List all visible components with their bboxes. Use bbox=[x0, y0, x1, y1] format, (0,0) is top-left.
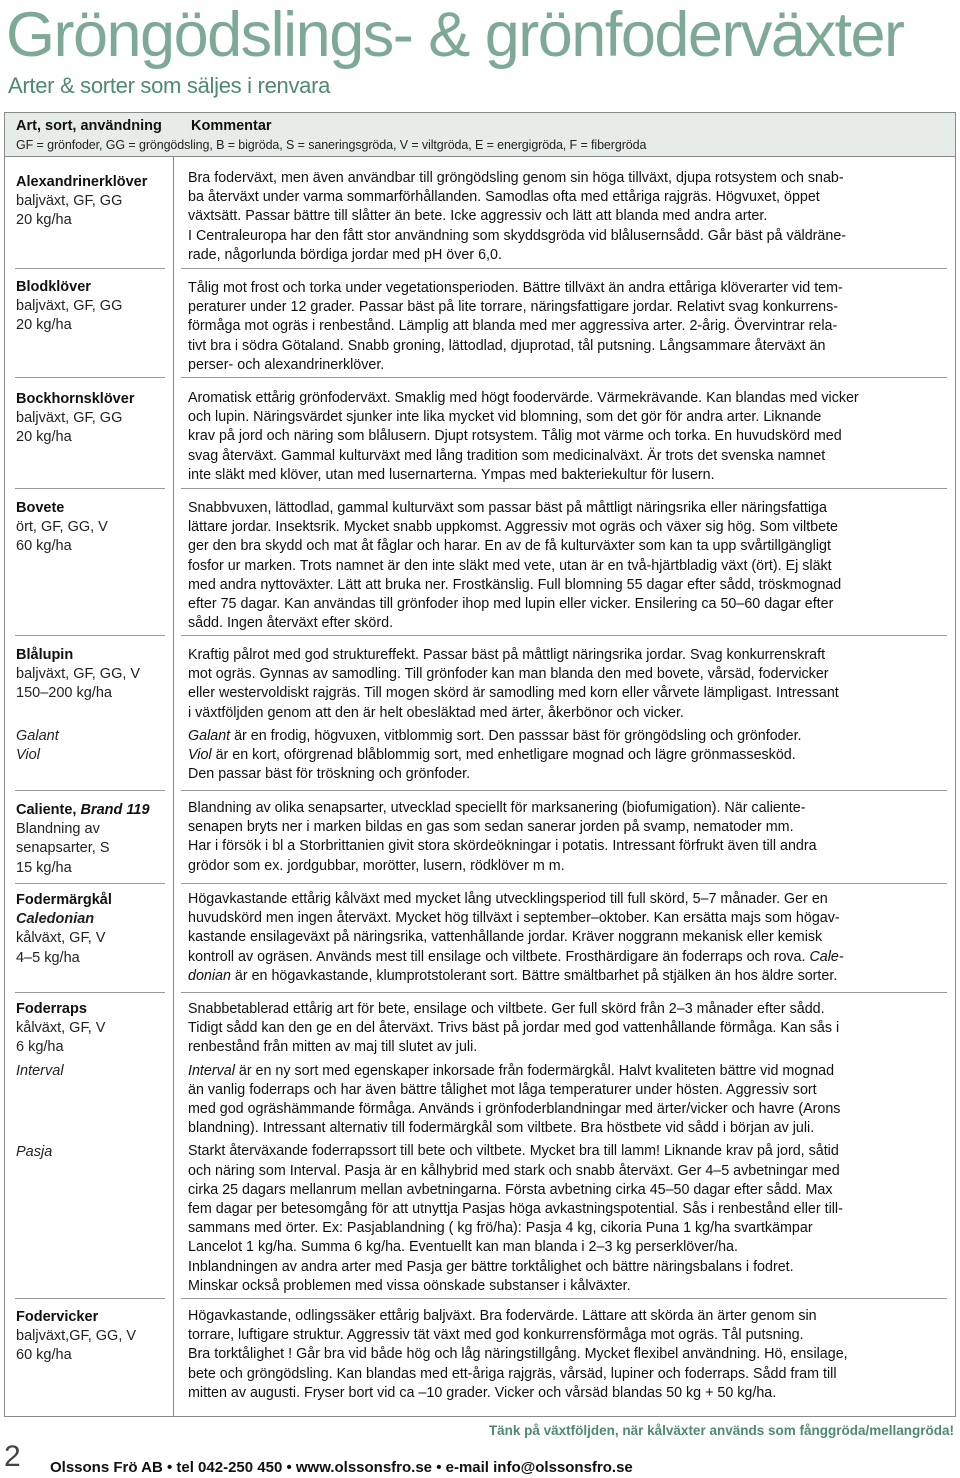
seed-rate: 15 kg/ha bbox=[16, 859, 72, 876]
variety-viol-label: Viol bbox=[188, 747, 212, 764]
row-divider bbox=[181, 488, 947, 489]
species-usage: ört, GF, GG, V bbox=[16, 519, 108, 536]
seed-rate: 60 kg/ha bbox=[16, 538, 72, 555]
species-name: Bovete bbox=[16, 500, 65, 516]
row-blalupin-name bbox=[16, 646, 168, 765]
variety-viol: Viol bbox=[16, 746, 40, 763]
abbreviation-legend: GF = grönfoder, GG = gröngödsling, B = bigröda, S = saneringsgröda, V = viltgröda, E = energigröda, F = fibergröda bbox=[16, 138, 647, 152]
row-divider bbox=[181, 1298, 947, 1299]
species-usage: baljväxt,GF, GG, V bbox=[16, 1328, 137, 1345]
footer-contact: Olssons Frö AB • tel 042-250 450 • www.olssonsfro.se • e-mail info@olssonsfro.se bbox=[50, 1459, 633, 1476]
seed-rate: 20 kg/ha bbox=[16, 212, 72, 229]
row-divider bbox=[15, 790, 165, 791]
species-name: Blodklöver bbox=[16, 279, 91, 295]
seed-rate: 60 kg/ha bbox=[16, 1347, 72, 1364]
row-blodklover-description: Tålig mot frost och torka under vegetationsperioden. Bättre tillväxt än andra ettåriga klöverarter vid tem- peraturer under 12 grader. Passar bäst på lite torrare, näringsfattigare jordar. Relativt svag konkurrens- förmåga mot ogräs i renbestånd. Lämplig att blanda med mer aggressiva arter. 2-årig. Övervintrar rela- tivt bra i södra Götaland. Snabb groning, lättodlad, djuprotad, tål putsning. Långsammare återväxt än perser- och alexandrinerklöver. bbox=[188, 280, 843, 373]
column-header-species: Art, sort, användning bbox=[16, 118, 162, 134]
species-usage: kålväxt, GF, V bbox=[16, 1020, 106, 1037]
page-subtitle: Arter & sorter som säljes i renvara bbox=[8, 73, 331, 98]
page-title: Gröngödslings- & grönfoderväxter bbox=[6, 0, 904, 70]
row-bovete-description: Snabbvuxen, lättodlad, gammal kulturväxt som passar bäst på måttligt näringsrika eller näringsfattiga lättare jordar. Insektsrik. Mycket snabb uppkomst. Aggressiv mot ogräs och växer sig hög. Som viltbete ger den bra skydd och mat åt fåglar och harar. En av de få kulturväxter som kan ta upp svårtillgängligt fosfor ur marken. Trots namnet är den inte släkt med vete, utan är en två-hjärtbladig växt (ört). Ej släkt med andra nyttoväxter. Lätt att bruka ner. Frostkänslig. Full blomning 55 dagar efter sådd, tröskmognad efter 75 dagar. Kan användas till grönfoder ihop med lupin eller vicker. Ensilering ca 50–60 dagar efter sådd. Ingen återväxt efter skörd. bbox=[188, 500, 842, 632]
row-blalupin-description: Kraftig pålrot med god struktureffekt. Passar bäst på måttligt näringsrika jordar. Svag konkurrenskraft mot ogräs. Gynnas av samodling. Till grönfoder kan man blanda den med bovete, vårsäd, fodervicker eller westervoldiskt rajgräs. Till mogen skörd är samodling med korn eller vårvete lämpligast. Intressant i växtföljden genom att den är helt obesläktad med ärter, åkerbönor och vicker. Galant är en frodig, högvuxen, vitblommig sort. Den passsar bäst för gröngödsling och grönfoder. Viol är en kort, oförgrenad blåblommig sort, med enhetligare mognad och lägre grönmassesköd. Den passar bäst för tröskning och grönfoder. bbox=[188, 647, 839, 783]
row-bovete-name bbox=[16, 499, 168, 557]
seed-rate: 20 kg/ha bbox=[16, 429, 72, 446]
species-table bbox=[4, 112, 956, 1417]
row-caliente-name: Caliente, Brand 119 Blandning av senapsarter, S 15 kg/ha bbox=[16, 801, 168, 878]
row-divider bbox=[181, 992, 947, 993]
species-name: Bockhornsklöver bbox=[16, 391, 135, 407]
species-usage: kålväxt, GF, V bbox=[16, 930, 106, 947]
species-name: Foderraps bbox=[16, 1001, 87, 1017]
row-fodervicker-name bbox=[16, 1308, 168, 1366]
page-number: 2 bbox=[4, 1440, 21, 1473]
species-usage: baljväxt, GF, GG bbox=[16, 410, 123, 427]
seed-rate: 4–5 kg/ha bbox=[16, 949, 80, 966]
variety-caledonian: Caledonian bbox=[16, 911, 95, 928]
species-name: Fodervicker bbox=[16, 1309, 99, 1325]
row-divider bbox=[15, 268, 165, 269]
variety-galant: Galant bbox=[16, 727, 59, 744]
species-name: Fodermärgkål bbox=[16, 892, 112, 908]
table-legend bbox=[5, 113, 955, 157]
species-name: Blålupin bbox=[16, 647, 74, 663]
species-name: Alexandrinerklöver bbox=[16, 174, 148, 190]
species-usage: baljväxt, GF, GG, V bbox=[16, 666, 141, 683]
row-divider bbox=[15, 377, 165, 378]
row-divider bbox=[181, 268, 947, 269]
seed-rate: 150–200 kg/ha bbox=[16, 685, 112, 702]
row-alexandrinerklover-description: Bra foderväxt, men även användbar till gröngödsling genom sin höga tillväxt, djupa rotsystem och snab- ba återväxt under varma sommarförhållanden. Samodlas ofta med ettåriga rajgräs. Högvuxet, öppet växtsätt. Passar bättre till slåtter än bete. Icke aggressiv och lätt att blanda med andra arter. I Centraleuropa har den fått stor användning som skyddsgröda vid blålusernsådd. Går bäst på väldräne- rade, någorlunda bördiga jordar med pH över 6,0. bbox=[188, 170, 847, 263]
row-alexandrinerklover-name bbox=[16, 173, 168, 231]
seed-rate: 20 kg/ha bbox=[16, 317, 72, 334]
species-usage: baljväxt, GF, GG bbox=[16, 298, 123, 315]
row-bockhornsklover-name bbox=[16, 390, 168, 448]
row-divider bbox=[181, 635, 947, 636]
variety-interval: Interval bbox=[16, 1062, 64, 1079]
brand-name: Brand 119 bbox=[80, 802, 150, 818]
column-header-comment: Kommentar bbox=[191, 118, 272, 134]
row-divider bbox=[15, 992, 165, 993]
row-divider bbox=[15, 635, 165, 636]
row-foderraps-name bbox=[16, 1000, 168, 1162]
row-divider bbox=[15, 883, 165, 884]
species-usage: baljväxt, GF, GG bbox=[16, 193, 123, 210]
species-name: Caliente, Brand 119 bbox=[16, 802, 150, 818]
row-divider bbox=[181, 790, 947, 791]
row-fodermargkal-name bbox=[16, 891, 168, 968]
row-foderraps-description: Snabbetablerad ettårig art för bete, ensilage och viltbete. Ger full skörd från 2–3 månader efter sådd. Tidigt sådd kan den ge en del återväxt. Trivs bäst på jordar med god vattenhållande förmåga. Kan sås i renbestånd från mitten av maj till slutet av juli. Interval är en ny sort med egenskaper inkorsade från fodermärgkål. Halvt kvaliteten bättre vid mognad än vanlig foderraps och har även bättre tålighet mot låga temperaturer under hösten. Aggressiv sort med god ogräshämmande förmåga. Används i grönfoderblandningar med ärter/vicker och havre (Arons blandning). Intressant alternativ till fodermärgkål som viltbete. Bra höstbete vid sådd i början av juli. Starkt återväxande foderrapssort till bete och viltbete. Mycket bra till lamm! Liknande krav på jord, såtid och näring som Interval. Pasja är en kålhybrid med stark och snabb återväxt. Ger 4–5 avbetningar med cirka 25 dagars mellanrum mellan avbetningarna. Första avbetning cirka 45–50 dagar efter sådd. Max fem dagar per betesomgång för att utnyttja Pasjas höga avkastningspotential. Sås i renbestånd eller till- sammans med örter. Ex: Pasjablandning ( kg frö/ha): Pasja 4 kg, cikoria Puna 1 kg/ha svartkämpar Lancelot 1 kg/ha. Summa 6 kg/ha. Eventuellt kan man blanda i 2–3 kg perserklöver/ha. Inblandningen av andra arter med Pasja ger bättre torktålighet och bättre näringsbalans i fodret. Minskar också problemen med vissa oönskade substanser i kålväxter. bbox=[188, 1001, 843, 1294]
row-divider bbox=[15, 1298, 165, 1299]
column-divider bbox=[173, 157, 174, 1417]
row-caliente-description: Blandning av olika senapsarter, utvecklad speciellt för marksanering (biofumigation). När caliente- senapen bryts ner i marken bildas en gas som sedan sanerar jorden på svamp, nematoder mm. Har i försök i bl a Storbrittanien givit stora skördeökningar i potatis. Intressant förfrukt även till andra grödor som ex. jordgubbar, morötter, lusern, rödklöver m m. bbox=[188, 800, 817, 874]
row-blodklover-name bbox=[16, 278, 168, 336]
row-fodermargkal-description: Högavkastande ettårig kålväxt med mycket lång utvecklingsperiod till full skörd, 5–7 månader. Ger en huvudskörd men ingen återväxt. Mycket hög tillväxt i september–oktober. Kan ersätta majs som högav- kastande ensilageväxt på näringsrika, vattenhållande jordar. Kräver noggrann mekanisk eller kemisk kontroll av ogräsen. Används mest till ensilage och viltbete. Frosthärdigare än foderraps och rova. Cale- donian är en högavkastande, klumprotstolerant sort. Bättre smältbarhet på stjälken än hos äldre sorter. bbox=[188, 891, 844, 984]
row-bockhornsklover-description: Aromatisk ettårig grönfoderväxt. Smaklig med högt foodervärde. Värmekrävande. Kan blandas med vicker och lupin. Näringsvärdet sjunker inte lika mycket vid blomning, som det gör för andra arter. Liknande krav på jord och näring som blålusern. Djupt rotsystem. Tålig mot värme och torka. En huvudskörd med svag återväxt. Gammal kulturväxt med lång tradition som medicinalväxt. Är trots det svenska namnet inte släkt med klöver, utan med lusernarterna. Ympas med bakteriekultur för lusern. bbox=[188, 390, 859, 483]
row-divider bbox=[15, 488, 165, 489]
variety-galant-label: Galant bbox=[188, 727, 231, 744]
crop-rotation-callout: Tänk på växtföljden, när kålväxter används som fånggröda/mellangröda! bbox=[488, 1423, 954, 1438]
species-usage: senapsarter, S bbox=[16, 840, 110, 857]
row-divider bbox=[181, 377, 947, 378]
variety-pasja: Pasja bbox=[16, 1143, 53, 1160]
row-divider bbox=[181, 883, 947, 884]
seed-rate: 6 kg/ha bbox=[16, 1039, 64, 1056]
row-fodervicker-description: Högavkastande, odlingssäker ettårig baljväxt. Bra fodervärde. Lättare att skörda än ärter genom sin torrare, luftigare struktur. Aggressiv tät växt med god konkurrensförmåga mot ogräs. Tål putsning. Bra torktålighet ! Går bra vid både hög och låg näringstillgång. Mycket flexibel användning. Hö, ensilage, bete och gröngödsling. Kan blandas med ett-åriga rajgräs, vårsäd, lupiner och foderraps. Sådd fram till mitten av augusti. Fryser bort vid ca –10 grader. Vicker och vårsäd blandas 50 kg + 50 kg/ha. bbox=[188, 1308, 848, 1401]
